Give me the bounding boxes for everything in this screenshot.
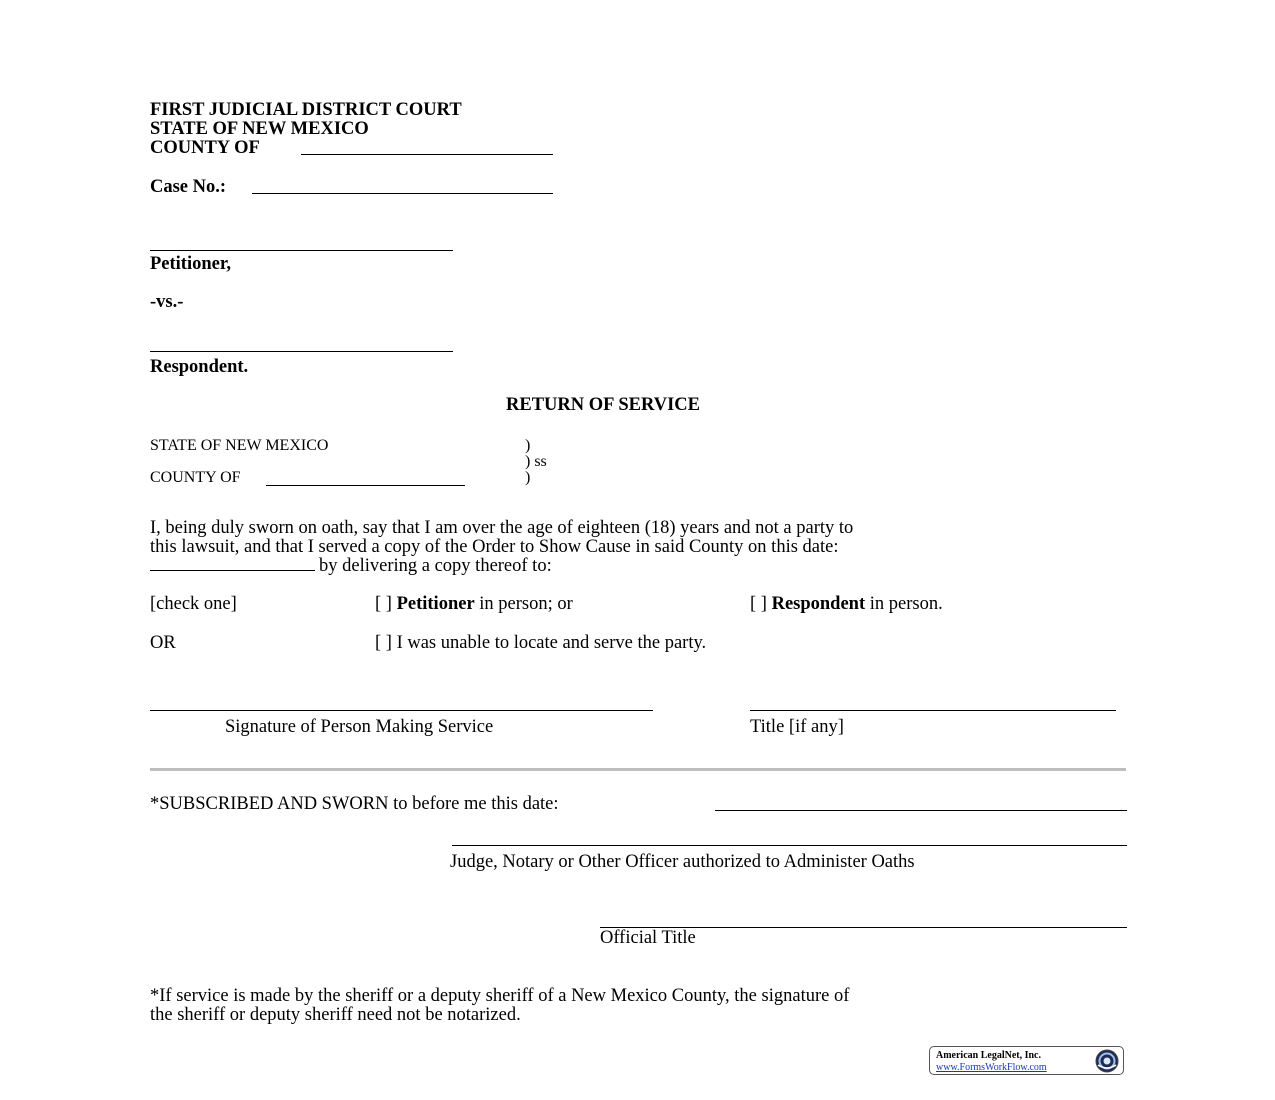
- respondent-option-text: in person.: [869, 594, 943, 614]
- section-divider: [150, 768, 1126, 771]
- petitioner-option-text: in person; or: [479, 594, 573, 614]
- unable-option[interactable]: [ ] I was unable to locate and serve the party.: [375, 633, 707, 653]
- check-one-label: [check one]: [150, 594, 237, 614]
- respondent-label: Respondent.: [150, 357, 249, 377]
- county-blank[interactable]: [301, 154, 553, 155]
- document-title: RETURN OF SERVICE: [506, 395, 700, 415]
- officer-signature-line[interactable]: [452, 845, 1127, 846]
- court-name: FIRST JUDICIAL DISTRICT COURT: [150, 100, 462, 120]
- case-number-label: Case No.:: [150, 177, 227, 197]
- case-number-blank[interactable]: [252, 193, 553, 194]
- venue-paren-3: ): [525, 469, 531, 486]
- footnote-line-2: the sheriff or deputy sheriff need not be notarized.: [150, 1005, 521, 1025]
- venue-county-blank[interactable]: [266, 485, 465, 486]
- oath-line-1: I, being duly sworn on oath, say that I am over the age of eighteen (18) years and not a party to: [150, 518, 854, 538]
- respondent-option[interactable]: [750, 595, 943, 614]
- badge-company: American LegalNet, Inc.: [936, 1050, 1041, 1061]
- county-label: COUNTY OF: [150, 138, 260, 158]
- respondent-blank[interactable]: [150, 351, 453, 352]
- sworn-label: *SUBSCRIBED AND SWORN to before me this date:: [150, 794, 559, 814]
- petitioner-label: Petitioner,: [150, 254, 232, 274]
- server-title-line[interactable]: [750, 710, 1116, 711]
- venue-state: STATE OF NEW MEXICO: [150, 437, 329, 454]
- badge-url-link[interactable]: www.FormsWorkFlow.com: [936, 1062, 1047, 1073]
- legalnet-badge: [929, 1046, 1124, 1075]
- globe-logo-icon: [1095, 1049, 1119, 1073]
- oath-line-3: by delivering a copy thereof to:: [319, 556, 552, 576]
- footnote-line-1: *If service is made by the sheriff or a deputy sheriff of a New Mexico County, the signature of: [150, 986, 850, 1006]
- server-signature-caption: Signature of Person Making Service: [225, 717, 494, 737]
- petitioner-checkbox[interactable]: [ ]: [375, 594, 392, 614]
- service-date-blank[interactable]: [150, 570, 315, 571]
- server-signature-line[interactable]: [150, 710, 653, 711]
- server-title-caption: Title [if any]: [750, 717, 844, 737]
- or-label: OR: [150, 633, 176, 653]
- petitioner-blank[interactable]: [150, 250, 453, 251]
- sworn-date-blank[interactable]: [715, 810, 1127, 811]
- versus-label: -vs.-: [150, 292, 184, 312]
- officer-caption: Judge, Notary or Other Officer authorized to Administer Oaths: [450, 852, 915, 872]
- official-title-caption: Official Title: [600, 928, 696, 948]
- venue-county: COUNTY OF: [150, 469, 241, 486]
- respondent-option-bold: Respondent: [771, 594, 866, 614]
- respondent-checkbox[interactable]: [ ]: [750, 594, 767, 614]
- venue-paren-1: ): [525, 437, 531, 454]
- venue-paren-ss: ) ss: [525, 453, 547, 470]
- court-state: STATE OF NEW MEXICO: [150, 119, 369, 139]
- petitioner-option-bold: Petitioner: [396, 594, 475, 614]
- petitioner-option[interactable]: [375, 595, 573, 614]
- oath-line-2: this lawsuit, and that I served a copy of the Order to Show Cause in said County on this date:: [150, 537, 839, 557]
